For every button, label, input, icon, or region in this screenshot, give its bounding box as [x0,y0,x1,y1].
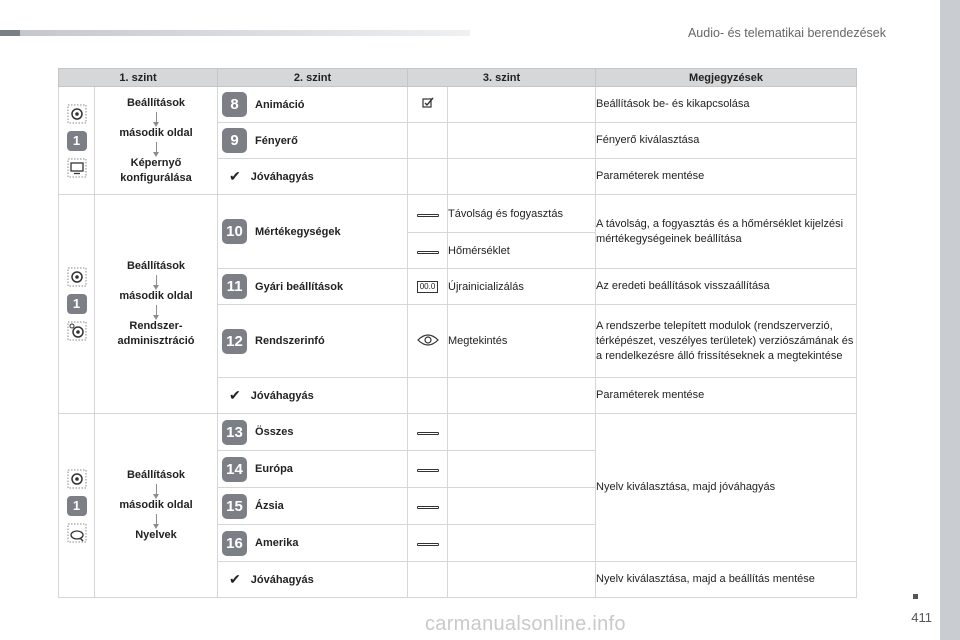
level3-icon-cell[interactable] [408,488,448,525]
level3-text: Újrainicializálás [448,269,596,305]
eye-icon [417,333,439,347]
table-row [59,195,857,233]
path-step-second-page: második oldal [119,499,193,511]
level2-label: Mértékegységek [255,225,341,238]
level2-cell[interactable] [218,525,408,562]
level3-text: Megtekintés [448,305,596,378]
system-settings-icon [67,321,87,341]
table-row [59,414,857,451]
note-cell: A távolság, a fogyasztás és a hőmérséklet kijelzési mértékegységeinek beállítása [596,195,857,269]
level3-icon-cell[interactable] [408,269,448,305]
level1-icons [59,87,95,195]
level3-text [448,123,596,159]
callout-number: 14 [222,457,247,482]
level1-icons [59,414,95,598]
reset-counter-icon: 00.0 [417,281,439,293]
level3-text [448,414,596,451]
select-bar-icon [417,506,439,509]
language-icon [67,523,87,543]
level2-label: Európa [255,463,293,475]
level3-text: Hőmérséklet [448,233,596,269]
note-cell: Paraméterek mentése [596,159,857,195]
level3-icon-cell[interactable] [408,195,448,233]
level3-icon-cell[interactable] [408,305,448,378]
level3-icon-cell [408,378,448,414]
level1-icons [59,195,95,414]
header-level3: 3. szint [408,69,596,87]
path-step-settings: Beállítások [126,469,186,481]
table-header-row [59,69,857,87]
select-bar-icon [417,543,439,546]
note-cell: Beállítások be- és kikapcsolása [596,87,857,123]
level3-icon-cell[interactable] [408,525,448,562]
header-notes: Megjegyzések [596,69,857,87]
path-step-system-admin: Rendszer-adminisztráció [117,320,195,347]
note-cell: Nyelv kiválasztása, majd jóváhagyás [596,414,857,562]
level3-icon-cell[interactable] [408,87,448,123]
select-bar-icon [417,251,439,254]
callout-number: 8 [222,92,247,117]
level2-label: Gyári beállítások [255,280,344,293]
level2-label: Animáció [255,98,305,111]
gear-icon [67,469,87,489]
level3-text [448,451,596,488]
level3-icon-cell[interactable] [408,451,448,488]
watermark: carmanualsonline.info [425,613,626,635]
select-bar-icon [417,214,439,217]
path-step-settings: Beállítások [126,260,186,272]
level3-icon-cell[interactable] [408,233,448,269]
level1-badge: 1 [67,496,87,516]
settings-table [58,68,857,598]
table-row [59,87,857,123]
path-step-second-page: második oldal [119,290,193,302]
level2-cell[interactable] [218,451,408,488]
level2-cell[interactable] [218,159,408,195]
level2-cell[interactable] [218,488,408,525]
level2-cell[interactable] [218,305,408,378]
right-margin-bar [940,0,960,640]
gear-icon [67,267,87,287]
arrow-down-icon [156,514,157,525]
note-cell: A rendszerbe telepített modulok (rendszerverzió, térképészet, veszélyes területek) verziószámának és a rendelkezésre álló frissítéseknek a megtekintése [596,305,857,378]
level2-label: Jóváhagyás [250,389,314,402]
callout-number: 11 [222,274,247,299]
arrow-down-icon [156,275,157,286]
header-level1: 1. szint [59,69,218,87]
level1-path [95,414,218,598]
callout-number: 16 [222,531,247,556]
callout-number: 9 [222,128,247,153]
level2-label: Rendszerinfó [255,335,325,347]
arrow-down-icon [156,484,157,495]
checkmark-icon: ✔ [229,387,241,403]
level2-label: Fényerő [255,134,298,147]
header-level2: 2. szint [218,69,408,87]
level2-cell[interactable] [218,269,408,305]
path-step-languages: Nyelvek [135,529,177,541]
level2-label: Összes [255,426,294,438]
level3-icon-cell [408,123,448,159]
path-step-display-config: Képernyő konfigurálása [120,156,192,184]
level1-path [95,195,218,414]
level3-text [448,159,596,195]
callout-number: 13 [222,420,247,445]
checkbox-icon [422,97,434,109]
level3-icon-cell [408,562,448,598]
level2-cell[interactable] [218,195,408,269]
level2-cell[interactable] [218,414,408,451]
note-cell: Fényerő kiválasztása [596,123,857,159]
callout-number: 12 [222,329,247,354]
level2-label: Jóváhagyás [250,170,314,183]
path-step-settings: Beállítások [126,96,186,109]
note-cell: Nyelv kiválasztása, majd a beállítás mentése [596,562,857,598]
note-cell: Az eredeti beállítások visszaállítása [596,269,857,305]
note-cell: Paraméterek mentése [596,378,857,414]
gear-icon [67,104,87,124]
select-bar-icon [417,432,439,435]
arrow-down-icon [156,112,157,123]
select-bar-icon [417,469,439,472]
callout-number: 10 [222,219,247,244]
level2-cell[interactable] [218,378,408,414]
callout-number: 15 [222,494,247,519]
level2-cell[interactable] [218,87,408,123]
level2-label: Ázsia [255,500,284,512]
level3-text [448,562,596,598]
page-marker [913,594,918,599]
level2-label: Jóváhagyás [250,573,314,586]
level1-badge: 1 [67,294,87,314]
level2-cell[interactable] [218,123,408,159]
level2-cell[interactable] [218,562,408,598]
level1-path [95,87,218,195]
level3-icon-cell[interactable] [408,414,448,451]
arrow-down-icon [156,142,157,153]
checkmark-icon: ✔ [229,168,241,184]
level3-text [448,87,596,123]
arrow-down-icon [156,305,157,316]
level3-text [448,525,596,562]
path-step-second-page: második oldal [119,126,193,139]
page-header-title: Audio- és telematikai berendezések [687,26,886,40]
level3-icon-cell [408,159,448,195]
level2-label: Amerika [255,537,299,549]
page-number: 411 [911,610,932,625]
display-icon [67,158,87,178]
header-bar [0,30,470,36]
level3-text [448,378,596,414]
level3-text: Távolság és fogyasztás [448,195,596,233]
level1-badge: 1 [67,131,87,151]
level3-text [448,488,596,525]
checkmark-icon: ✔ [229,571,241,587]
